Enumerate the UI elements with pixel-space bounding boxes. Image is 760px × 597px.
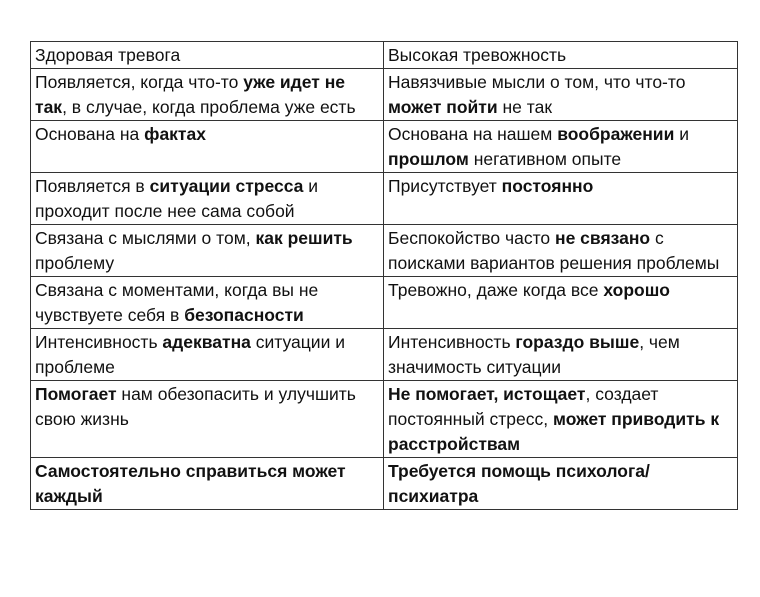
cell-high-3 — [384, 173, 738, 225]
header-healthy-anxiety: Здоровая тревога — [31, 42, 384, 69]
cell-text: негативном опыте — [468, 149, 622, 169]
cell-high-4 — [384, 225, 738, 277]
cell-text: Присутствует — [388, 176, 502, 196]
cell-text: Появляется, когда что-то — [35, 72, 244, 92]
cell-text: Появляется в — [35, 176, 150, 196]
cell-text: не так — [497, 97, 552, 117]
cell-text-bold: Самостоятельно справиться может каждый — [35, 461, 346, 506]
table-row — [31, 277, 738, 329]
cell-text-bold: может приводить к расстройствам — [388, 409, 720, 454]
cell-healthy-4 — [31, 225, 384, 277]
cell-text: Навязчивые мысли о том, что что-то — [388, 72, 686, 92]
table-row — [31, 121, 738, 173]
cell-healthy-2 — [31, 121, 384, 173]
cell-text: ситуации и проблеме — [35, 332, 345, 377]
cell-text: и — [674, 124, 689, 144]
cell-text-bold: Помогает — [35, 384, 117, 404]
cell-text: Связана с мыслями о том, — [35, 228, 256, 248]
cell-text: Основана на — [35, 124, 145, 144]
cell-high-8 — [384, 458, 738, 510]
table-row — [31, 69, 738, 121]
cell-text-bold: уже идет не так — [35, 72, 346, 117]
cell-text: Связана с моментами, когда вы не чувствуете себя в — [35, 280, 319, 325]
cell-high-7 — [384, 381, 738, 458]
cell-text-bold: безопасности — [184, 305, 304, 325]
table-row — [31, 173, 738, 225]
cell-healthy-5 — [31, 277, 384, 329]
cell-text-bold: прошлом — [388, 149, 469, 169]
cell-text-bold: ситуации стресса — [149, 176, 304, 196]
header-row — [31, 42, 738, 69]
cell-text-bold: может пойти — [388, 97, 498, 117]
table-row — [31, 225, 738, 277]
cell-text-bold: воображении — [557, 124, 675, 144]
cell-healthy-1 — [31, 69, 384, 121]
cell-text-bold: как решить — [255, 228, 353, 248]
cell-text: Беспокойство часто — [388, 228, 556, 248]
cell-text: с поисками вариантов решения проблемы — [388, 228, 720, 273]
cell-healthy-8 — [31, 458, 384, 510]
cell-high-1 — [384, 69, 738, 121]
table-row — [31, 329, 738, 381]
table-row — [31, 458, 738, 510]
cell-text-bold: фактах — [144, 124, 206, 144]
header-high-anxiety: Высокая тревожность — [384, 42, 738, 69]
cell-text-bold: не связано — [555, 228, 651, 248]
cell-text: Интенсивность — [35, 332, 163, 352]
cell-text: Интенсивность — [388, 332, 516, 352]
cell-text: нам обезопасить и улучшить свою жизнь — [35, 384, 356, 429]
comparison-table — [30, 41, 738, 510]
cell-text-bold: адекватна — [162, 332, 251, 352]
cell-text-bold: Требуется помощь психолога/психиатра — [388, 461, 650, 506]
cell-high-2 — [384, 121, 738, 173]
cell-text-bold: Не помогает, истощает — [388, 384, 586, 404]
cell-text: , в случае, когда проблема уже есть — [62, 97, 356, 117]
cell-text: и проходит после нее сама собой — [35, 176, 319, 221]
table-row — [31, 381, 738, 458]
cell-text: Тревожно, даже когда все — [388, 280, 604, 300]
cell-text: , чем значимость ситуации — [388, 332, 680, 377]
cell-text-bold: гораздо выше — [515, 332, 640, 352]
cell-text: проблему — [35, 253, 115, 273]
cell-high-5 — [384, 277, 738, 329]
cell-healthy-6 — [31, 329, 384, 381]
cell-healthy-3 — [31, 173, 384, 225]
cell-text: , создает постоянный стресс, — [388, 384, 659, 429]
cell-text: Основана на нашем — [388, 124, 558, 144]
cell-text-bold: хорошо — [603, 280, 670, 300]
cell-high-6 — [384, 329, 738, 381]
cell-text-bold: постоянно — [501, 176, 594, 196]
cell-healthy-7 — [31, 381, 384, 458]
